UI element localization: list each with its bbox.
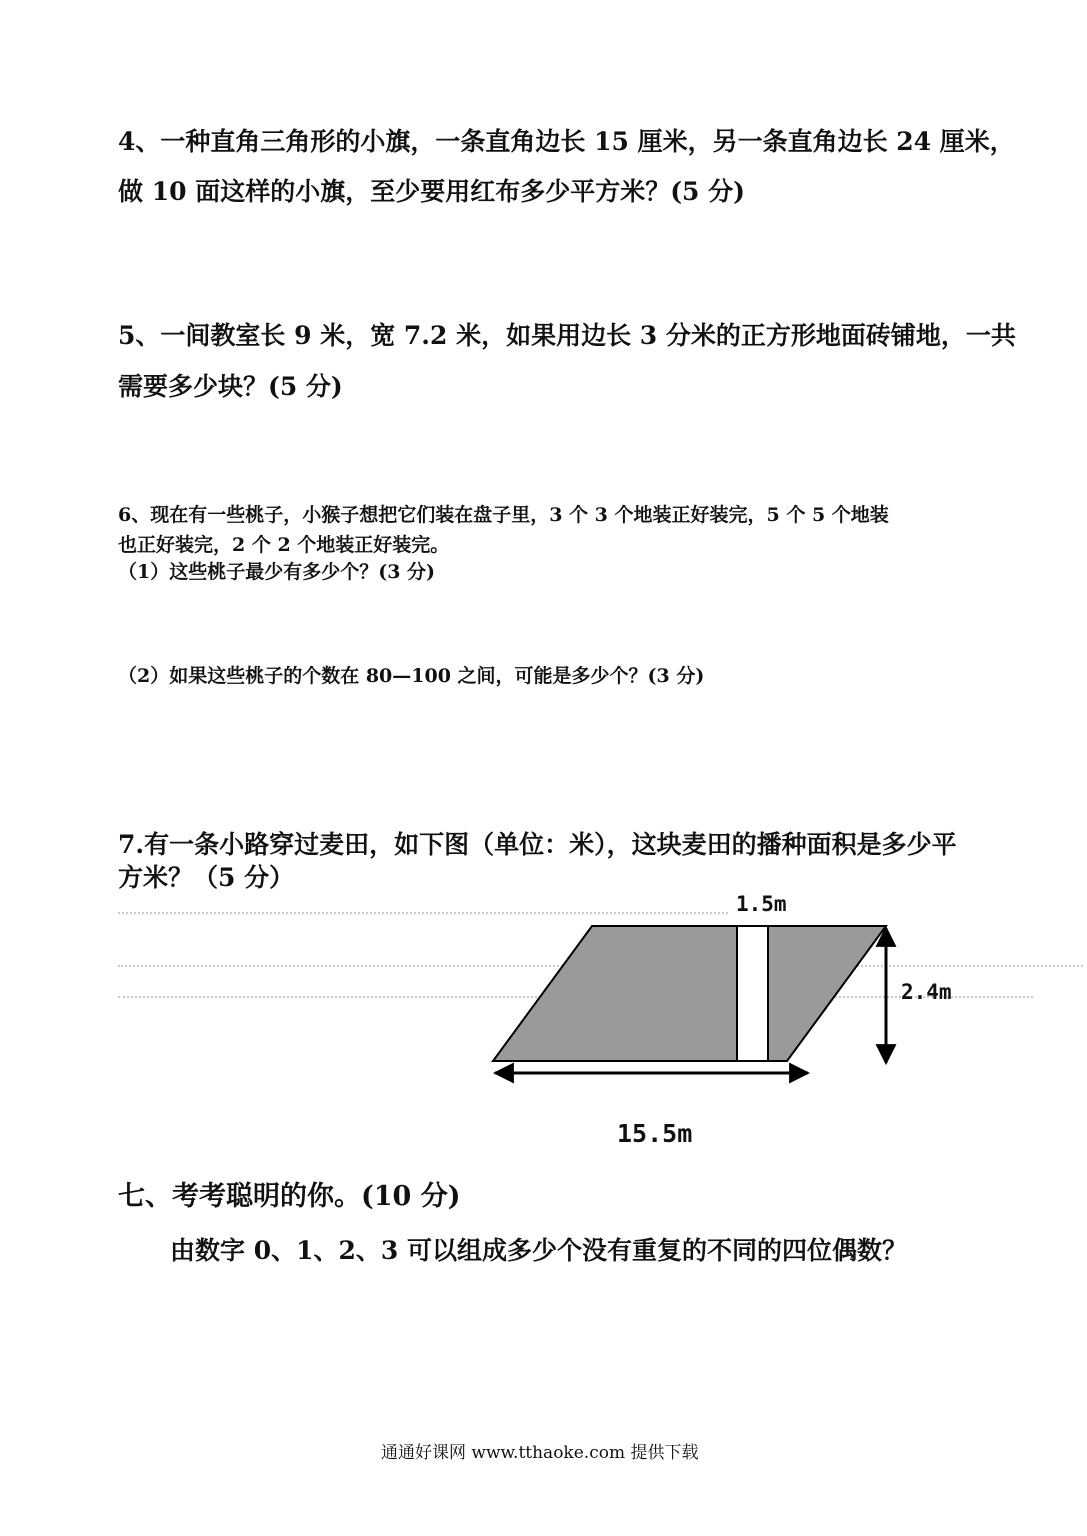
section7-question: 由数字 0、1、2、3 可以组成多少个没有重复的不同的四位偶数？ [170, 1236, 907, 1265]
q6-line1: 6、现在有一些桃子，小猴子想把它们装在盘子里，3 个 3 个地装正好装完，5 个 5 个地装 [118, 504, 889, 526]
height-label: 2.4m [901, 980, 952, 1004]
path-strip [737, 926, 768, 1061]
q6-sub1: （1）这些桃子最少有多少个？(3 分) [118, 561, 436, 583]
q5-line2: 需要多少块？(5 分) [118, 372, 343, 401]
q6-sub2: （2）如果这些桃子的个数在 80—100 之间，可能是多少个？(3 分) [118, 665, 705, 687]
q5-line1: 5、一间教室长 9 米，宽 7.2 米，如果用边长 3 分米的正方形地面砖铺地，一共 [118, 321, 1016, 350]
q7-line2: 方米？（5 分） [118, 863, 295, 892]
section-heading: 七、考考聪明的你。(10 分) [118, 1181, 461, 1212]
wheat-field-parallelogram [493, 926, 886, 1061]
q4-line2: 做 10 面这样的小旗，至少要用红布多少平方米？(5 分) [118, 177, 745, 206]
footer-text: 通通好课网 www.tthaoke.com 提供下载 [381, 1443, 699, 1463]
path-width-label: 1.5m [736, 892, 787, 916]
base-label: 15.5m [617, 1119, 693, 1148]
q4-line1: 4、一种直角三角形的小旗，一条直角边长 15 厘米，另一条直角边长 24 厘米， [118, 127, 1015, 156]
q7-line1: 7.有一条小路穿过麦田，如下图（单位：米），这块麦田的播种面积是多少平 [118, 830, 957, 859]
q6-line2: 也正好装完，2 个 2 个地装正好装完。 [118, 534, 450, 556]
